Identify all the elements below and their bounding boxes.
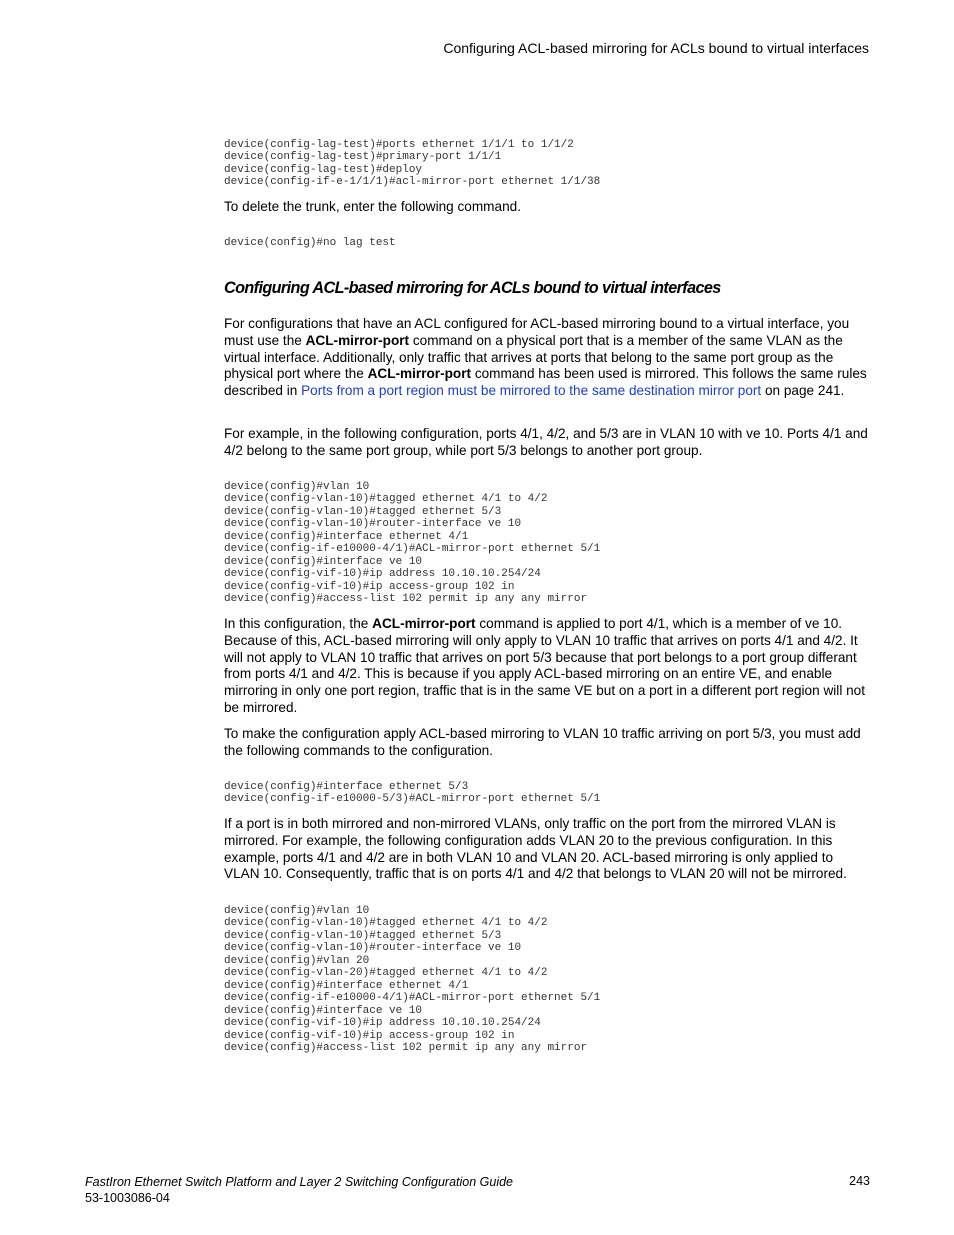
command-acl-mirror-port: ACL-mirror-port bbox=[372, 616, 476, 631]
paragraph-intro: For configurations that have an ACL configured for ACL-based mirroring bound to a virtual interface, you must use the ACL-mirror-port command on a physical port that is a member of the same VLAN as the virtual interface. Additionally, only traffic that arrives at ports that belong to the same port group as the physical port where the ACL-mirror-port command has been used is mirrored. This follows the same rules described in Ports from a port region must be mirrored to the same destination mirror port on page 241. bbox=[224, 316, 867, 399]
running-header: Configuring ACL-based mirroring for ACLs bound to virtual interfaces bbox=[443, 40, 869, 56]
footer-doc-number: 53-1003086-04 bbox=[85, 1191, 170, 1205]
command-acl-mirror-port: ACL-mirror-port bbox=[305, 332, 410, 348]
footer-doc-info bbox=[85, 1174, 513, 1206]
code-block-vlan20-config: device(config)#vlan 10 device(config-vlan-10)#tagged ethernet 4/1 to 4/2 device(config-vlan-10)#tagged ethernet 5/3 device(config-vlan-10)#router-interface ve 10 device(config)#vlan 20 device(config-vlan-20)#tagged ethernet 4/1 to 4/2 device(config)#interface ethernet 4/1 device(config-if-e10000-4/1)#ACL-mirror-port ethernet 5/1 device(config)#interface ve 10 device(config-vif-10)#ip address 10.10.10.254/24 device(config-vif-10)#ip access-group 102 in device(config)#access-list 102 permit ip any any mirror bbox=[224, 905, 601, 1054]
code-block-port53: device(config)#interface ethernet 5/3 device(config-if-e10000-5/3)#ACL-mirror-port ethernet 5/1 bbox=[224, 781, 601, 806]
cross-reference-link[interactable]: Ports from a port region must be mirrored to the same destination mirror port bbox=[301, 383, 762, 399]
paragraph-delete-trunk: To delete the trunk, enter the following command. bbox=[224, 199, 521, 214]
paragraph-explanation: In this configuration, the ACL-mirror-port command is applied to port 4/1, which is a member of ve 10. Because of this, ACL-based mirroring will only apply to VLAN 10 traffic that arrives on ports 4/1 and 4/2. It will not apply to VLAN 10 traffic that arrives on port 5/3 because that port belongs to a port group differant from ports 4/1 and 4/2. This is because if you apply ACL-based mirroring on an entire VE, and enable mirroring in only one port region, traffic that is in the same VE but on a port in a different port region will not be mirrored. bbox=[224, 616, 866, 715]
section-heading: Configuring ACL-based mirroring for ACLs bound to virtual interfaces bbox=[224, 279, 721, 297]
footer-doc-title: FastIron Ethernet Switch Platform and Layer 2 Switching Configuration Guide bbox=[85, 1175, 513, 1189]
paragraph-mixed-vlans: If a port is in both mirrored and non-mirrored VLANs, only traffic on the port from the mirrored VLAN is mirrored. For example, the following configuration adds VLAN 20 to the previous configuration. In this example, ports 4/1 and 4/2 are in both VLAN 10 and VLAN 20. ACL-based mirroring is only applied to VLAN 10. Consequently, traffic that is on ports 4/1 and 4/2 that belongs to VLAN 20 will not be mirrored. bbox=[224, 816, 847, 882]
paragraph-example: For example, in the following configuration, ports 4/1, 4/2, and 5/3 are in VLAN 10 with ve 10. Ports 4/1 and 4/2 belong to the same port group, while port 5/3 belongs to another port group. bbox=[224, 426, 868, 458]
paragraph-port53: To make the configuration apply ACL-based mirroring to VLAN 10 traffic arriving on port 5/3, you must add the following commands to the configuration. bbox=[224, 726, 861, 758]
code-block-vlan10-config: device(config)#vlan 10 device(config-vlan-10)#tagged ethernet 4/1 to 4/2 device(config-vlan-10)#tagged ethernet 5/3 device(config-vlan-10)#router-interface ve 10 device(config)#interface ethernet 4/1 device(config-if-e10000-4/1)#ACL-mirror-port ethernet 5/1 device(config)#interface ve 10 device(config-vif-10)#ip address 10.10.10.254/24 device(config-vif-10)#ip access-group 102 in device(config)#access-list 102 permit ip any any mirror bbox=[224, 481, 601, 606]
code-block-no-lag: device(config)#no lag test bbox=[224, 237, 396, 249]
code-block-lag-deploy: device(config-lag-test)#ports ethernet 1/1/1 to 1/1/2 device(config-lag-test)#primary-port 1/1/1 device(config-lag-test)#deploy device(config-if-e-1/1/1)#acl-mirror-port ethernet 1/1/38 bbox=[224, 139, 601, 189]
command-acl-mirror-port: ACL-mirror-port bbox=[367, 366, 472, 382]
footer-page-number: 243 bbox=[849, 1174, 870, 1188]
